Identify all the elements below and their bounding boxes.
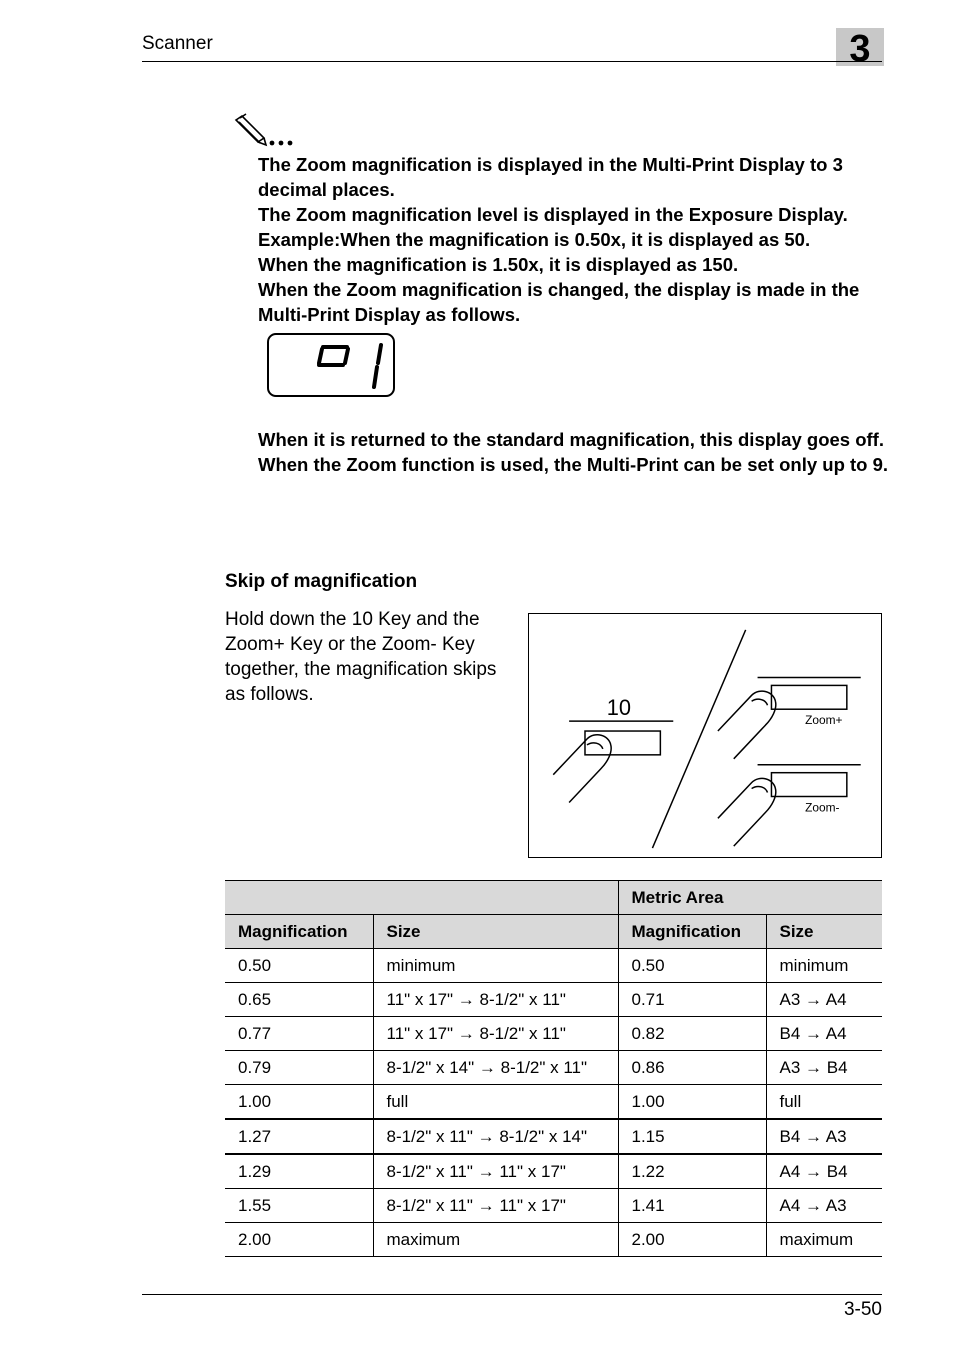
table-cell: B4 → A4	[766, 1017, 882, 1051]
table-cell: 8-1/2" x 14" → 8-1/2" x 11"	[373, 1051, 618, 1085]
table-cell: 1.00	[618, 1085, 766, 1120]
zoom-minus-label: Zoom-	[805, 800, 840, 815]
table-group-header-empty	[225, 881, 618, 915]
table-header-row	[225, 915, 882, 949]
table-cell: maximum	[766, 1223, 882, 1257]
column-header: Magnification	[618, 915, 766, 949]
table-cell: 1.55	[225, 1189, 373, 1223]
table-cell: 0.50	[225, 949, 373, 983]
column-header: Magnification	[225, 915, 373, 949]
table-cell: 2.00	[618, 1223, 766, 1257]
note-line: The Zoom magnification level is displayed in the Exposure Display.	[258, 204, 848, 225]
table-row	[225, 1119, 882, 1154]
table-cell: 8-1/2" x 11" → 8-1/2" x 14"	[373, 1119, 618, 1154]
table-cell: 8-1/2" x 11" → 11" x 17"	[373, 1189, 618, 1223]
table-row	[225, 1154, 882, 1189]
table-cell: 1.22	[618, 1154, 766, 1189]
note-text-bottom	[258, 427, 890, 477]
note-text-top	[258, 152, 890, 327]
section-heading: Skip of magnification	[225, 571, 418, 592]
table-cell: full	[373, 1085, 618, 1120]
table-cell: 11" x 17" → 8-1/2" x 11"	[373, 983, 618, 1017]
table-group-header-row	[225, 881, 882, 915]
table-row	[225, 1189, 882, 1223]
table-cell: 0.77	[225, 1017, 373, 1051]
table-cell: A4 → A3	[766, 1189, 882, 1223]
table-row	[225, 983, 882, 1017]
key-press-figure	[528, 613, 882, 858]
chapter-number-badge: 3	[836, 28, 884, 66]
display-value: 01	[267, 333, 269, 334]
table-cell: 1.15	[618, 1119, 766, 1154]
note-line: The Zoom magnification is displayed in the Multi-Print Display to 3 decimal places.	[258, 154, 843, 200]
table-cell: 0.82	[618, 1017, 766, 1051]
note-line: When the Zoom magnification is changed, the display is made in the Multi-Print Display as follows.	[258, 279, 860, 325]
table-cell: A3 → A4	[766, 983, 882, 1017]
column-header: Size	[373, 915, 618, 949]
table-cell: 2.00	[225, 1223, 373, 1257]
table-cell: 1.41	[618, 1189, 766, 1223]
table-cell: 0.50	[618, 949, 766, 983]
table-cell: 11" x 17" → 8-1/2" x 11"	[373, 1017, 618, 1051]
note-line: Example:When the magnification is 0.50x, it is displayed as 50.	[258, 229, 811, 250]
table-cell: B4 → A3	[766, 1119, 882, 1154]
table-cell: 0.79	[225, 1051, 373, 1085]
table-row	[225, 949, 882, 983]
table-cell: 0.71	[618, 983, 766, 1017]
note-line: When the magnification is 1.50x, it is displayed as 150.	[258, 254, 739, 275]
table-cell: 1.27	[225, 1119, 373, 1154]
table-row	[225, 1051, 882, 1085]
table-cell: A3 → B4	[766, 1051, 882, 1085]
page-number: 3-50	[843, 1299, 882, 1320]
zoom-plus-label: Zoom+	[805, 713, 843, 728]
header-rule	[142, 61, 882, 62]
table-cell: 1.00	[225, 1085, 373, 1120]
table-row	[225, 1223, 882, 1257]
table-cell: full	[766, 1085, 882, 1120]
table-cell: 1.29	[225, 1154, 373, 1189]
table-row	[225, 1017, 882, 1051]
table-group-header: Metric Area	[618, 881, 882, 915]
table-cell: minimum	[373, 949, 618, 983]
multi-print-display-illustration	[267, 333, 395, 397]
table-cell: minimum	[766, 949, 882, 983]
pencil-note-icon	[230, 112, 300, 148]
table-cell: 8-1/2" x 11" → 11" x 17"	[373, 1154, 618, 1189]
table-row	[225, 1085, 882, 1120]
table-cell: 0.65	[225, 983, 373, 1017]
key-10-label: 10	[606, 695, 632, 721]
magnification-table	[225, 880, 882, 1257]
note-line: When it is returned to the standard magnification, this display goes off.	[258, 429, 884, 450]
column-header: Size	[766, 915, 882, 949]
footer-rule	[142, 1294, 882, 1295]
note-line: When the Zoom function is used, the Multi-Print can be set only up to 9.	[258, 454, 889, 475]
running-header: Scanner	[142, 33, 213, 54]
table-cell: 0.86	[618, 1051, 766, 1085]
section-body: Hold down the 10 Key and the Zoom+ Key or the Zoom- Key together, the magnification skips as follows.	[225, 609, 497, 705]
table-cell: maximum	[373, 1223, 618, 1257]
table-cell: A4 → B4	[766, 1154, 882, 1189]
